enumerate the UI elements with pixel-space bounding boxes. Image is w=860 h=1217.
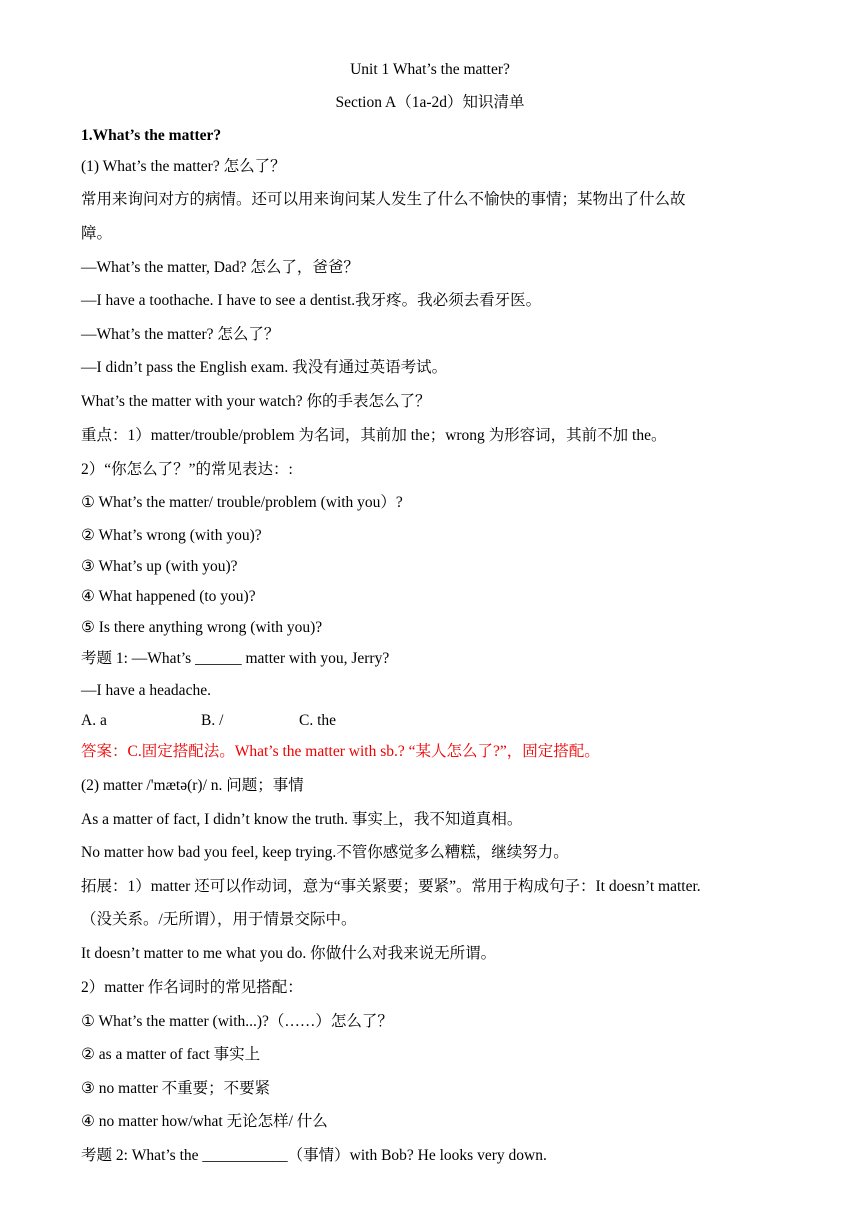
example-line: It doesn’t matter to me what you do. 你做什么对我来说无所谓。: [81, 945, 497, 962]
quiz-option-c: C. the: [299, 712, 337, 729]
sub-heading-2: (2) matter /'mætə(r)/ n. 问题；事情: [81, 777, 304, 794]
document-title: Unit 1 What’s the matter?: [350, 61, 510, 78]
expression-heading: 2）“你怎么了？”的常见表达：:: [81, 461, 293, 478]
quiz-answer: 答案：C.固定搭配法。What’s the matter with sb.? “某人怎么了?”，固定搭配。: [81, 743, 600, 760]
expression-item: ③ What’s up (with you)?: [81, 558, 238, 575]
example-line: As a matter of fact, I didn’t know the truth. 事实上，我不知道真相。: [81, 811, 523, 828]
quiz-question: 考题 2: What’s the ___________（事情）with Bob? He looks very down.: [81, 1147, 547, 1164]
example-line: —What’s the matter? 怎么了？: [81, 326, 280, 343]
usage-line-2: 障。: [81, 225, 113, 242]
collocation-item: ③ no matter 不重要；不要紧: [81, 1080, 271, 1097]
expression-item: ④ What happened (to you)?: [81, 588, 256, 605]
quiz-reply: —I have a headache.: [81, 682, 211, 699]
expression-item: ② What’s wrong (with you)?: [81, 527, 262, 544]
example-line: No matter how bad you feel, keep trying.不管你感觉多么糟糕，继续努力。: [81, 844, 569, 861]
section-heading: 1.What’s the matter?: [81, 127, 222, 144]
sub-heading-1: (1) What’s the matter? 怎么了？: [81, 158, 286, 175]
expression-item: ① What’s the matter/ trouble/problem (with you）?: [81, 494, 403, 511]
extension-line-1: 拓展：1）matter 还可以作动词，意为“事关紧要；要紧”。常用于构成句子：It doesn’t matter.: [81, 878, 701, 895]
extension-line-2: （没关系。/无所谓），用于情景交际中。: [81, 911, 357, 928]
example-line: —What’s the matter, Dad? 怎么了，爸爸？: [81, 259, 359, 276]
collocation-item: ② as a matter of fact 事实上: [81, 1046, 261, 1063]
collocation-item: ① What’s the matter (with...)?（……）怎么了？: [81, 1013, 393, 1030]
collocation-heading: 2）matter 作名词时的常见搭配：: [81, 979, 303, 996]
example-line: What’s the matter with your watch? 你的手表怎么了？: [81, 393, 431, 410]
key-point: 重点：1）matter/trouble/problem 为名词，其前加 the；wrong 为形容词，其前不加 the。: [81, 427, 667, 444]
example-line: —I didn’t pass the English exam. 我没有通过英语考试。: [81, 359, 448, 376]
example-line: —I have a toothache. I have to see a dentist.我牙疼。我必须去看牙医。: [81, 292, 542, 309]
quiz-option-a: A. a: [81, 712, 107, 729]
expression-item: ⑤ Is there anything wrong (with you)?: [81, 619, 323, 636]
usage-line-1: 常用来询问对方的病情。还可以用来询问某人发生了什么不愉快的事情；某物出了什么故: [81, 191, 686, 208]
quiz-question: 考题 1: —What’s ______ matter with you, Jerry?: [81, 650, 390, 667]
quiz-option-b: B. /: [201, 712, 224, 729]
document-subtitle: Section A（1a-2d）知识清单: [335, 94, 525, 111]
collocation-item: ④ no matter how/what 无论怎样/ 什么: [81, 1113, 328, 1130]
